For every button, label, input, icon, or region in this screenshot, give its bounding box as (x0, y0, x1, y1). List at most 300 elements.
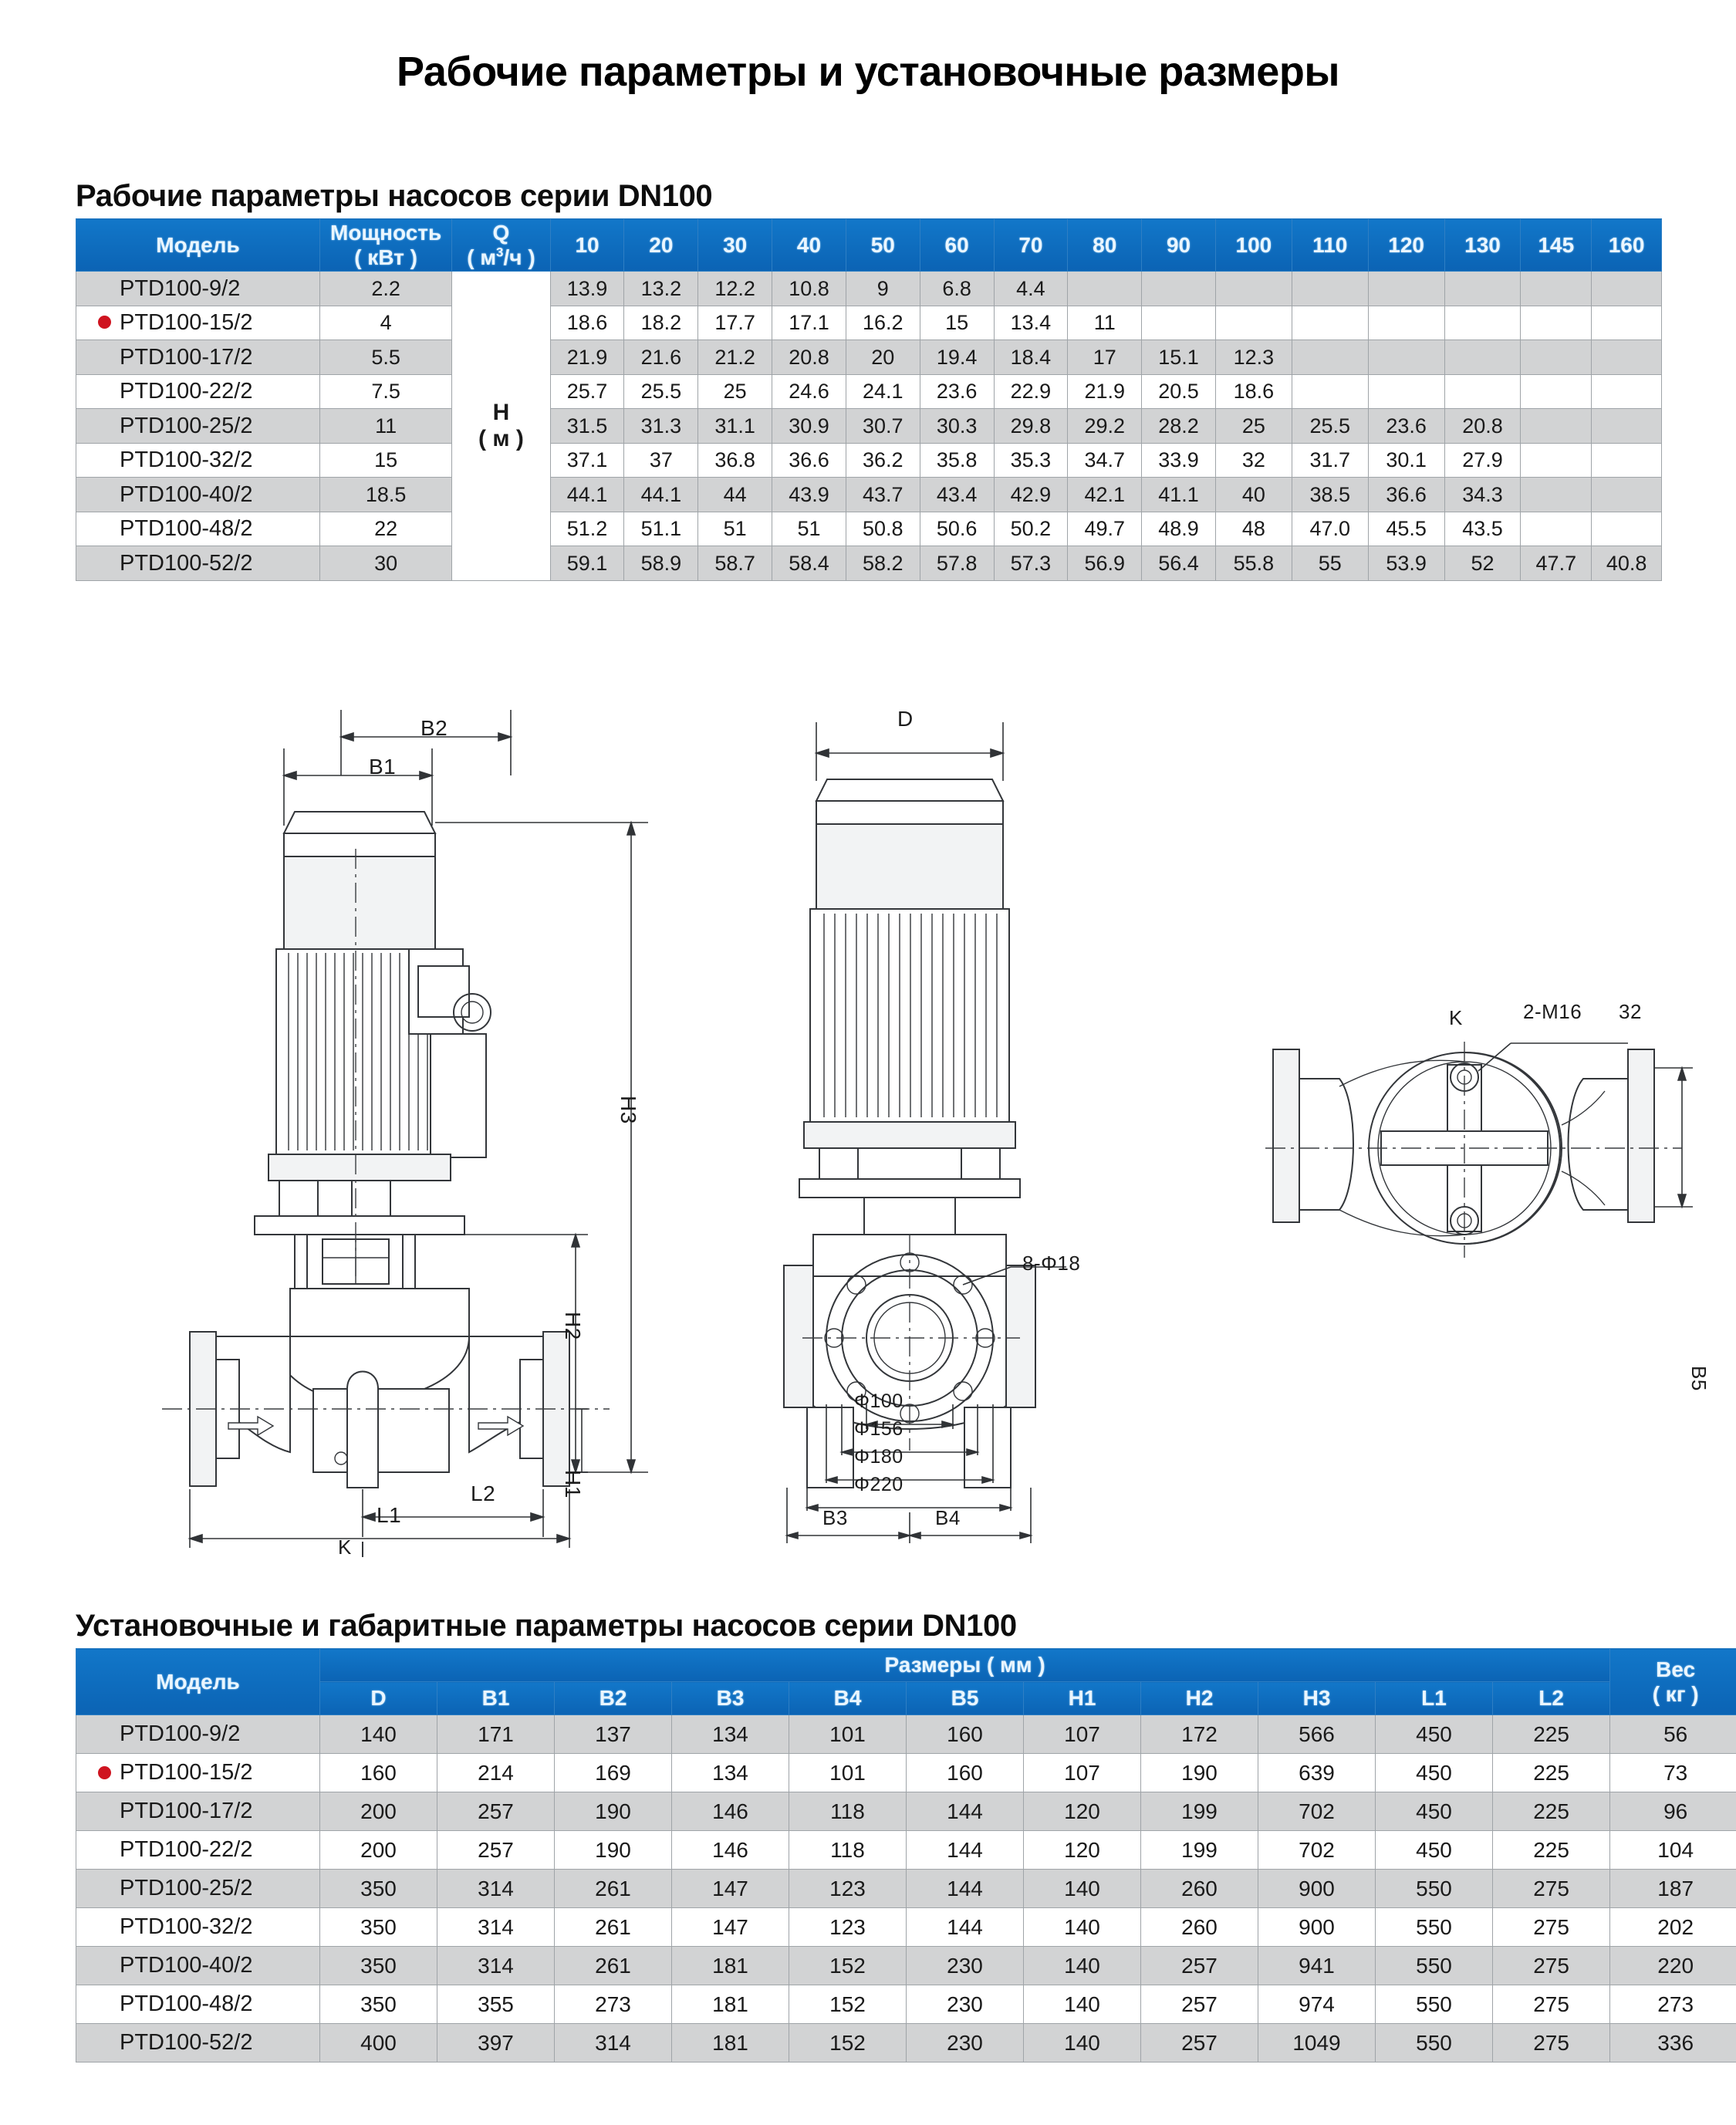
cell-head-value: 24.1 (846, 374, 920, 409)
cell-dimension-value: 550 (1376, 1985, 1493, 2024)
cell-dimension-value: 941 (1258, 1947, 1376, 1985)
cell-head-value: 57.8 (920, 546, 994, 581)
cell-dimension-value: 140 (1024, 1947, 1141, 1985)
cell-head-value (1592, 340, 1662, 375)
th-flow-80: 80 (1068, 219, 1142, 272)
cell-weight: 73 (1610, 1754, 1736, 1792)
cell-dimension-value: 120 (1024, 1831, 1141, 1870)
cell-head-value: 11 (1068, 306, 1142, 340)
dimensions-table-row (76, 1985, 1736, 2024)
cell-head-value: 32 (1215, 443, 1292, 478)
cell-dimension-value: 199 (1141, 1831, 1258, 1870)
cell-head-value: 44.1 (550, 478, 624, 512)
cell-head-value: 48 (1215, 512, 1292, 546)
cell-dimension-value: 140 (1024, 1908, 1141, 1947)
dimensions-table-row (76, 1754, 1736, 1792)
cell-head-value: 55 (1292, 546, 1368, 581)
cell-dimension-value: 257 (1141, 1947, 1258, 1985)
th-dims-weight (1610, 1649, 1736, 1715)
cell-head-value: 58.7 (698, 546, 772, 581)
th-flow-unit (467, 245, 535, 269)
cell-dimension-value: 355 (437, 1985, 555, 2024)
cell-head-value: 31.7 (1292, 443, 1368, 478)
cell-head-value (1521, 478, 1592, 512)
th-dim-b4: B4 (789, 1682, 907, 1715)
cell-power: 11 (319, 409, 451, 444)
cell-dimension-value: 140 (1024, 1870, 1141, 1908)
cell-dimension-value: 261 (555, 1947, 672, 1985)
cell-weight: 220 (1610, 1947, 1736, 1985)
performance-table-row (76, 306, 1662, 340)
label-l1: L1 (377, 1503, 402, 1527)
cell-head-value: 43.5 (1444, 512, 1521, 546)
cell-head-value (1368, 374, 1444, 409)
front-view-drawing (779, 694, 1211, 1559)
cell-dimension-value: 900 (1258, 1908, 1376, 1947)
cell-dimension-value: 225 (1493, 1754, 1610, 1792)
cell-head-value: 6.8 (920, 272, 994, 306)
cell-dimension-value: 550 (1376, 1870, 1493, 1908)
cell-dimension-value: 225 (1493, 1792, 1610, 1831)
cell-model: PTD100-52/2 (76, 2024, 320, 2062)
cell-head-value: 21.9 (1068, 374, 1142, 409)
cell-dimension-value: 134 (672, 1715, 789, 1754)
cell-dimension-value: 214 (437, 1754, 555, 1792)
cell-dimension-value: 257 (437, 1831, 555, 1870)
cell-dimension-value: 275 (1493, 1870, 1610, 1908)
cell-dimension-value: 257 (1141, 2024, 1258, 2062)
dimensions-table-row (76, 1715, 1736, 1754)
cell-head-value: 31.3 (624, 409, 698, 444)
th-dim-h2: H2 (1141, 1682, 1258, 1715)
cell-head-value: 52 (1444, 546, 1521, 581)
cell-dimension-value: 147 (672, 1908, 789, 1947)
cell-head-value: 23.6 (1368, 409, 1444, 444)
cell-dimension-value: 350 (320, 1985, 437, 2024)
top-view-drawing (1265, 1034, 1697, 1404)
cell-dimension-value: 350 (320, 1947, 437, 1985)
th-weight-unit: ( кг ) (1652, 1681, 1699, 1706)
cell-dimension-value: 146 (672, 1831, 789, 1870)
cell-head-value: 22.9 (994, 374, 1068, 409)
cell-head-value: 18.6 (1215, 374, 1292, 409)
cell-model: PTD100-40/2 (76, 1947, 320, 1985)
th-dim-b2: B2 (555, 1682, 672, 1715)
cell-head-value: 43.9 (772, 478, 846, 512)
cell-dimension-value: 550 (1376, 1947, 1493, 1985)
th-flow-symbol: Q (492, 220, 510, 245)
performance-section-caption: Рабочие параметры насосов серии DN100 (76, 179, 713, 213)
cell-head-value: 13.4 (994, 306, 1068, 340)
cell-dimension-value: 200 (320, 1831, 437, 1870)
performance-table (76, 218, 1662, 581)
cell-head-value: 51 (772, 512, 846, 546)
th-flow-120: 120 (1368, 219, 1444, 272)
cell-head-value: 9 (846, 272, 920, 306)
cell-head-value: 58.9 (624, 546, 698, 581)
cell-head-value (1142, 272, 1216, 306)
cell-dimension-value: 101 (789, 1754, 907, 1792)
cell-head-value: 41.1 (1142, 478, 1216, 512)
cell-head-value: 27.9 (1444, 443, 1521, 478)
th-flow-unit-suffix: /ч ) (503, 245, 535, 269)
cell-dimension-value: 152 (789, 2024, 907, 2062)
cell-head-value: 55.8 (1215, 546, 1292, 581)
cell-dimension-value: 144 (907, 1831, 1024, 1870)
cell-dimension-value: 123 (789, 1908, 907, 1947)
th-flow-unit-sup: 3 (496, 245, 504, 260)
label-phi100: Φ100 (854, 1390, 903, 1412)
cell-head-value: 25 (698, 374, 772, 409)
cell-dimension-value: 275 (1493, 1947, 1610, 1985)
cell-head-value: 25 (1215, 409, 1292, 444)
row-marker-dot-icon (98, 1766, 111, 1779)
cell-head-value: 15 (920, 306, 994, 340)
cell-head-value: 30.9 (772, 409, 846, 444)
th-dim-b3: B3 (672, 1682, 789, 1715)
cell-model: PTD100-22/2 (76, 1831, 320, 1870)
cell-dimension-value: 118 (789, 1792, 907, 1831)
cell-head-value: 18.2 (624, 306, 698, 340)
cell-head-value: 35.8 (920, 443, 994, 478)
cell-dimension-value: 350 (320, 1870, 437, 1908)
dimensions-table-header-group-row (76, 1649, 1736, 1682)
cell-head-value (1521, 374, 1592, 409)
label-b5: B5 (1687, 1366, 1711, 1391)
cell-dimension-value: 225 (1493, 1715, 1610, 1754)
cell-dimension-value: 639 (1258, 1754, 1376, 1792)
cell-head-value: 36.6 (1368, 478, 1444, 512)
cell-head-value (1068, 272, 1142, 306)
cell-dimension-value: 314 (437, 1908, 555, 1947)
label-k-side: K (338, 1535, 352, 1559)
cell-head-value: 17.7 (698, 306, 772, 340)
cell-dimension-value: 260 (1141, 1908, 1258, 1947)
cell-head-value: 17 (1068, 340, 1142, 375)
cell-head-value: 16.2 (846, 306, 920, 340)
cell-head-value (1292, 374, 1368, 409)
cell-head-value: 48.9 (1142, 512, 1216, 546)
cell-model: PTD100-32/2 (76, 443, 320, 478)
cell-head-value (1592, 374, 1662, 409)
cell-head-value: 31.1 (698, 409, 772, 444)
side-view-drawing (116, 694, 810, 1559)
label-b1: B1 (369, 755, 397, 779)
dimensions-table-row (76, 1908, 1736, 1947)
cell-model: PTD100-52/2 (76, 546, 320, 581)
th-power (319, 219, 451, 272)
dimensions-table-row (76, 1792, 1736, 1831)
th-flow-70: 70 (994, 219, 1068, 272)
cell-head-value (1521, 272, 1592, 306)
cell-head-value (1215, 272, 1292, 306)
cell-weight: 104 (1610, 1831, 1736, 1870)
cell-dimension-value: 134 (672, 1754, 789, 1792)
cell-dimension-value: 314 (437, 1870, 555, 1908)
cell-head-value (1444, 272, 1521, 306)
label-l2: L2 (471, 1481, 496, 1505)
cell-head-value: 50.8 (846, 512, 920, 546)
cell-dimension-value: 702 (1258, 1792, 1376, 1831)
th-dims-model: Модель (76, 1649, 320, 1715)
cell-weight: 202 (1610, 1908, 1736, 1947)
label-d: D (897, 707, 914, 731)
cell-dimension-value: 257 (437, 1792, 555, 1831)
th-dim-b1: B1 (437, 1682, 555, 1715)
cell-dimension-value: 172 (1141, 1715, 1258, 1754)
cell-head-value: 12.3 (1215, 340, 1292, 375)
cell-head-value: 20.5 (1142, 374, 1216, 409)
label-bolt-holes: 8-Φ18 (1022, 1252, 1081, 1275)
cell-head-value (1292, 340, 1368, 375)
cell-head-value: 10.8 (772, 272, 846, 306)
cell-head-value (1521, 340, 1592, 375)
cell-head-value: 21.6 (624, 340, 698, 375)
th-flow-40: 40 (772, 219, 846, 272)
cell-head-value: 59.1 (550, 546, 624, 581)
cell-dimension-value: 200 (320, 1792, 437, 1831)
cell-head-value: 58.4 (772, 546, 846, 581)
cell-dimension-value: 137 (555, 1715, 672, 1754)
cell-head-value: 34.3 (1444, 478, 1521, 512)
cell-head-value: 36.8 (698, 443, 772, 478)
th-power-unit: ( кВт ) (354, 245, 417, 269)
cell-dimension-value: 152 (789, 1985, 907, 2024)
cell-head-value: 40.8 (1592, 546, 1662, 581)
dimensions-table-row (76, 1831, 1736, 1870)
cell-model: PTD100-25/2 (76, 1870, 320, 1908)
cell-model: PTD100-15/2 (76, 1754, 320, 1792)
cell-head-value: 51 (698, 512, 772, 546)
cell-head-value: 15.1 (1142, 340, 1216, 375)
cell-head-value: 30.1 (1368, 443, 1444, 478)
cell-dimension-value: 147 (672, 1870, 789, 1908)
cell-head-value: 38.5 (1292, 478, 1368, 512)
th-dim-d: D (320, 1682, 437, 1715)
th-flow-20: 20 (624, 219, 698, 272)
cell-dimension-value: 107 (1024, 1754, 1141, 1792)
cell-dimension-value: 450 (1376, 1831, 1493, 1870)
cell-dimension-value: 350 (320, 1908, 437, 1947)
cell-head-value: 30.7 (846, 409, 920, 444)
cell-model: PTD100-15/2 (76, 306, 320, 340)
th-dim-h1: H1 (1024, 1682, 1141, 1715)
cell-power: 22 (319, 512, 451, 546)
cell-head-value: 44.1 (624, 478, 698, 512)
dimensions-table-header-row (76, 1682, 1736, 1715)
cell-head-value (1592, 272, 1662, 306)
label-h3: H3 (616, 1096, 640, 1124)
cell-head-value: 37.1 (550, 443, 624, 478)
head-unit: ( м ) (478, 425, 524, 451)
performance-table-row (76, 478, 1662, 512)
cell-head-value: 34.7 (1068, 443, 1142, 478)
cell-head-value: 47.0 (1292, 512, 1368, 546)
cell-head-value (1444, 374, 1521, 409)
label-phi180: Φ180 (854, 1446, 903, 1468)
cell-dimension-value: 550 (1376, 1908, 1493, 1947)
cell-power: 15 (319, 443, 451, 478)
performance-table-row (76, 374, 1662, 409)
cell-dimension-value: 450 (1376, 1754, 1493, 1792)
cell-head-value: 58.2 (846, 546, 920, 581)
cell-head-value: 40 (1215, 478, 1292, 512)
cell-head-value: 20.8 (1444, 409, 1521, 444)
performance-table-row (76, 546, 1662, 581)
cell-model: PTD100-32/2 (76, 1908, 320, 1947)
cell-dimension-value: 181 (672, 2024, 789, 2062)
cell-head-value: 51.1 (624, 512, 698, 546)
cell-head-value: 33.9 (1142, 443, 1216, 478)
cell-dimension-value: 181 (672, 1947, 789, 1985)
cell-head-value (1368, 340, 1444, 375)
cell-dimension-value: 123 (789, 1870, 907, 1908)
cell-dimension-value: 169 (555, 1754, 672, 1792)
cell-head-value: 49.7 (1068, 512, 1142, 546)
dimensions-section-caption: Установочные и габаритные параметры насосов серии DN100 (76, 1609, 1017, 1643)
cell-dimension-value: 118 (789, 1831, 907, 1870)
th-flow-10: 10 (550, 219, 624, 272)
cell-head-value: 36.2 (846, 443, 920, 478)
cell-head-value: 20 (846, 340, 920, 375)
cell-dimension-value: 144 (907, 1792, 1024, 1831)
cell-dimension-value: 107 (1024, 1715, 1141, 1754)
cell-dimension-value: 160 (320, 1754, 437, 1792)
cell-head-value (1592, 306, 1662, 340)
cell-head-value: 4.4 (994, 272, 1068, 306)
cell-dimension-value: 144 (907, 1870, 1024, 1908)
cell-head-value: 25.5 (624, 374, 698, 409)
cell-head-value: 47.7 (1521, 546, 1592, 581)
cell-dimension-value: 120 (1024, 1792, 1141, 1831)
cell-dimension-value: 160 (907, 1754, 1024, 1792)
cell-head-value: 25.5 (1292, 409, 1368, 444)
cell-power: 4 (319, 306, 451, 340)
cell-dimension-value: 190 (555, 1792, 672, 1831)
dimensions-table-row (76, 1870, 1736, 1908)
label-b4: B4 (935, 1506, 961, 1529)
label-phi220: Φ220 (854, 1474, 903, 1495)
th-flow-130: 130 (1444, 219, 1521, 272)
cell-head-value: 12.2 (698, 272, 772, 306)
th-model: Модель (76, 219, 320, 272)
cell-head-value (1521, 306, 1592, 340)
cell-dimension-value: 152 (789, 1947, 907, 1985)
cell-model: PTD100-17/2 (76, 1792, 320, 1831)
cell-head-unit (452, 272, 550, 581)
cell-head-value: 24.6 (772, 374, 846, 409)
cell-dimension-value: 314 (555, 2024, 672, 2062)
performance-table-row (76, 512, 1662, 546)
cell-head-value: 36.6 (772, 443, 846, 478)
cell-head-value: 42.9 (994, 478, 1068, 512)
cell-head-value: 53.9 (1368, 546, 1444, 581)
label-h2: H2 (561, 1312, 585, 1340)
cell-dimension-value: 230 (907, 1947, 1024, 1985)
cell-head-value: 42.1 (1068, 478, 1142, 512)
th-flow-110: 110 (1292, 219, 1368, 272)
cell-power: 7.5 (319, 374, 451, 409)
cell-weight: 273 (1610, 1985, 1736, 2024)
th-weight-label: Вес (1656, 1657, 1696, 1682)
cell-power: 5.5 (319, 340, 451, 375)
cell-head-value: 30.3 (920, 409, 994, 444)
cell-head-value: 44 (698, 478, 772, 512)
cell-dimension-value: 257 (1141, 1985, 1258, 2024)
label-phi156: Φ156 (854, 1418, 903, 1440)
dimensions-table-row (76, 1947, 1736, 1985)
dimensions-table-row (76, 2024, 1736, 2062)
cell-head-value: 43.7 (846, 478, 920, 512)
cell-dimension-value: 171 (437, 1715, 555, 1754)
cell-model: PTD100-9/2 (76, 272, 320, 306)
cell-head-value (1521, 512, 1592, 546)
th-dim-b5: B5 (907, 1682, 1024, 1715)
label-h1: H1 (561, 1470, 585, 1498)
cell-dimension-value: 450 (1376, 1792, 1493, 1831)
cell-head-value: 18.6 (550, 306, 624, 340)
cell-head-value (1592, 443, 1662, 478)
cell-model: PTD100-40/2 (76, 478, 320, 512)
th-flow-90: 90 (1142, 219, 1216, 272)
cell-dimension-value: 900 (1258, 1870, 1376, 1908)
cell-weight: 187 (1610, 1870, 1736, 1908)
cell-head-value (1521, 409, 1592, 444)
cell-dimension-value: 144 (907, 1908, 1024, 1947)
cell-head-value (1592, 512, 1662, 546)
cell-dimension-value: 140 (320, 1715, 437, 1754)
label-b3: B3 (822, 1506, 848, 1529)
cell-weight: 96 (1610, 1792, 1736, 1831)
th-power-label: Мощность (330, 221, 442, 245)
cell-dimension-value: 225 (1493, 1831, 1610, 1870)
head-symbol: H (492, 400, 510, 426)
cell-dimension-value: 261 (555, 1870, 672, 1908)
cell-dimension-value: 275 (1493, 1985, 1610, 2024)
cell-head-value: 43.4 (920, 478, 994, 512)
cell-dimension-value: 181 (672, 1985, 789, 2024)
cell-dimension-value: 101 (789, 1715, 907, 1754)
cell-head-value: 21.2 (698, 340, 772, 375)
cell-head-value (1292, 306, 1368, 340)
cell-dimension-value: 230 (907, 1985, 1024, 2024)
cell-head-value: 50.2 (994, 512, 1068, 546)
cell-power: 30 (319, 546, 451, 581)
cell-weight: 56 (1610, 1715, 1736, 1754)
performance-table-row (76, 409, 1662, 444)
cell-head-value: 28.2 (1142, 409, 1216, 444)
cell-dimension-value: 160 (907, 1715, 1024, 1754)
cell-dimension-value: 974 (1258, 1985, 1376, 2024)
cell-dimension-value: 261 (555, 1908, 672, 1947)
cell-head-value: 23.6 (920, 374, 994, 409)
label-counterbore-depth: 32 (1619, 1000, 1642, 1023)
cell-dimension-value: 450 (1376, 1715, 1493, 1754)
cell-dimension-value: 140 (1024, 2024, 1141, 2062)
cell-head-value: 51.2 (550, 512, 624, 546)
cell-dimension-value: 400 (320, 2024, 437, 2062)
cell-head-value: 20.8 (772, 340, 846, 375)
th-dim-l2: L2 (1493, 1682, 1610, 1715)
cell-dimension-value: 260 (1141, 1870, 1258, 1908)
cell-dimension-value: 275 (1493, 2024, 1610, 2062)
th-dims-group: Размеры ( мм ) (320, 1649, 1610, 1682)
th-flow-30: 30 (698, 219, 772, 272)
cell-head-value: 35.3 (994, 443, 1068, 478)
performance-table-row (76, 340, 1662, 375)
cell-dimension-value: 275 (1493, 1908, 1610, 1947)
cell-head-value: 50.6 (920, 512, 994, 546)
